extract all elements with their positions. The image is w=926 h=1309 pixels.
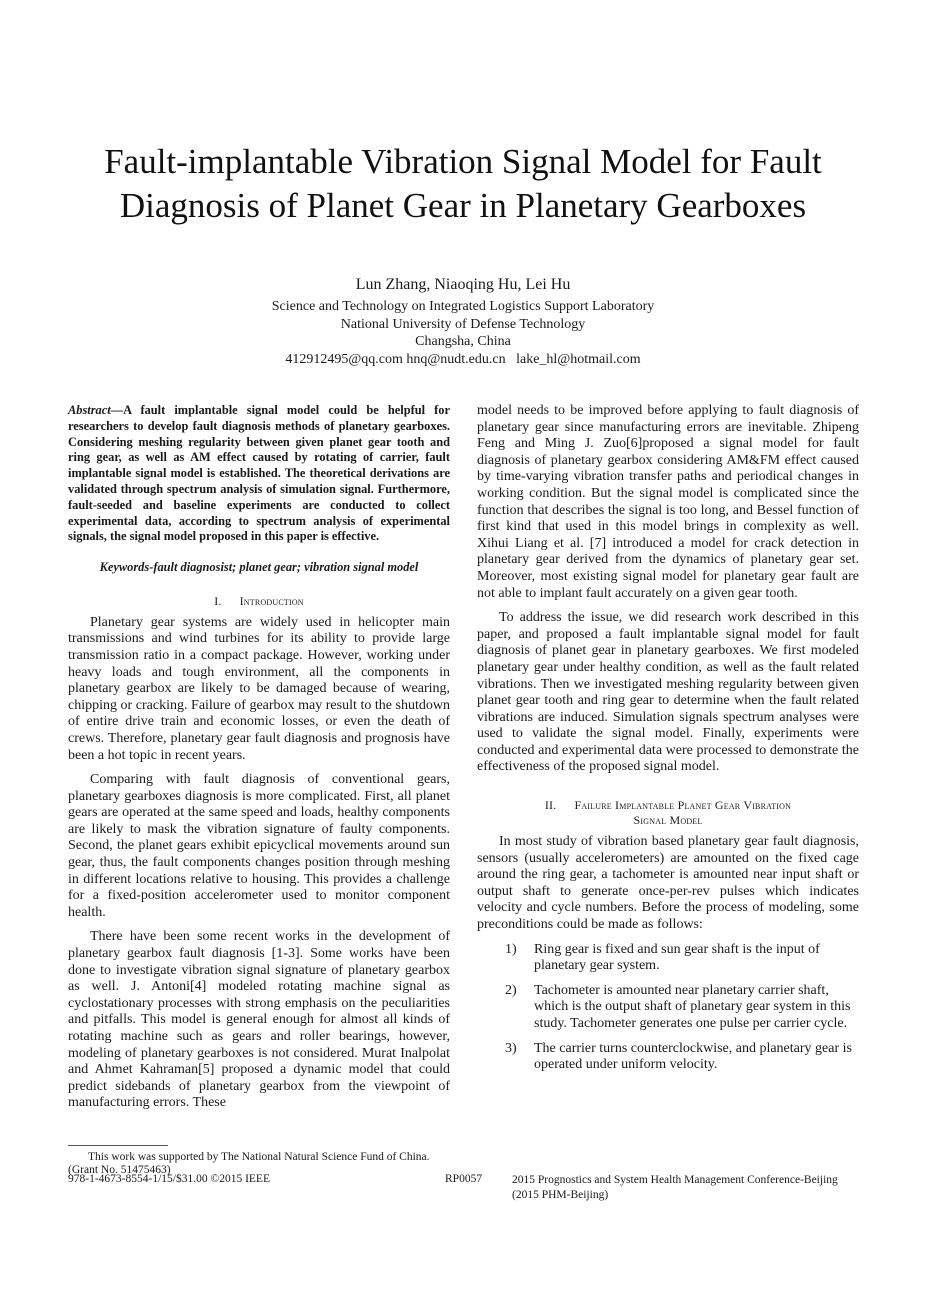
list-item — [477, 983, 859, 1033]
affiliation-block — [0, 298, 926, 368]
paper-title: Fault-implantable Vibration Signal Model for Fault Diagnosis of Planet Gear in Planetary Gearboxes — [104, 142, 822, 225]
model-paragraph: In most study of vibration based planetary gear fault diagnosis, sensors (usually accelerometers) are amounted on the fixed cage around the ring gear, a tachometer is amounted near input shaft or output shaft to generate once-per-rev pulses which indicates velocity and cycle numbers. Before the process of modeling, some preconditions could be made as follows: — [477, 834, 859, 933]
author-emails: 412912495@qq.com hnq@nudt.edu.cn lake_hl@hotmail.com — [285, 351, 641, 367]
abstract-label: Abstract — [68, 403, 111, 417]
list-item-text: Tachometer is amounted near planetary carrier shaft, which is the output shaft of planetary gear system in this study. Tachometer generates one pulse per carrier cycle. — [534, 982, 851, 1031]
list-marker: 3) — [505, 1040, 517, 1056]
footnote-divider — [68, 1145, 168, 1146]
author-list: Lun Zhang, Niaoqing Hu, Lei Hu — [355, 276, 571, 293]
list-item — [477, 1041, 859, 1074]
section-number: II. — [544, 798, 557, 813]
left-column — [68, 403, 450, 1112]
abstract — [68, 403, 450, 545]
section-heading-model — [477, 798, 859, 828]
list-marker: 1) — [505, 941, 517, 957]
list-item-text: Ring gear is fixed and sun gear shaft is the input of planetary gear system. — [534, 941, 820, 974]
intro-paragraph: Planetary gear systems are widely used in helicopter main transmissions and wind turbines for its ability to provide large transmission ratio in a compact package. However, working under heavy loads and tough environment, all the components in planetary gearbox are likely to be damaged because of wearing, chipping or cracking. Failure of gearbox may result to the shutdown of entire drive train and economic losses, or even the death of crews. Therefore, planetary gear fault diagnosis and prognosis have been a hot topic in recent years. — [68, 614, 450, 763]
affiliation-location: Changsha, China — [415, 334, 511, 349]
intro-continuation: model needs to be improved before applying to fault diagnosis of planetary gear since manufacturing errors are inevitable. Zhipeng Feng and Ming J. Zuo[6]proposed a signal model for fault diagnosis of planetary gearbox considering AM&FM effect caused by time-varying vibration transfer paths and periodical changes in working condition. But the signal model is complicated since the function that describes the signal is too long, and Bessel function of first kind that used in this model brings in complexity as well. Xihui Liang et al. [7] introduced a model for crack detection in planetary gear derived from the dynamics of planetary gear set. Moreover, most existing signal model for planetary gear fault are not able to implant fault accurately on a given gear tooth. — [477, 403, 859, 601]
intro-paragraph: To address the issue, we did research work described in this paper, and proposed a fault implantable signal model for fault diagnosis of planet gear in planetary gearboxes. We first modeled planetary gear under healthy condition, as well as the fault related vibrations. Then we investigated meshing regularity between given planet gear tooth and ring gear to determine when the fault related vibrations are induced. Simulation signals spectrum analyses were used to validate the signal model. Finally, experiments were conducted and experimental data were processed to demonstrate the effectiveness of the proposed signal model. — [477, 610, 859, 775]
precondition-list — [477, 942, 859, 1074]
funding-footnote: This work was supported by The National Natural Science Fund of China. — [88, 1151, 430, 1163]
section-title-line2: Signal Model — [633, 813, 703, 828]
section-number: I. — [214, 593, 222, 608]
intro-paragraph: There have been some recent works in the development of planetary gearbox fault diagnosis [1-3]. Some works have been done to investigate vibration signal signature of planetary gearbox as well. J. Antoni[4] modeled rotating machine signal as cyclostationary processes with strong emphasis on the peculiarities and pitfalls. This model is general enough for almost all kinds of rotating machine such as gears and roller bearings, however, modeling of planetary gearboxes is not considered. Murat Inalpolat and Ahmet Kahraman[5] proposed a dynamic model that could predict sidebands of planetary gearbox from the viewpoint of manufacturing errors. These — [68, 929, 450, 1111]
section-title: Introduction — [239, 593, 304, 608]
list-item — [477, 942, 859, 975]
abstract-text: —A fault implantable signal model could be helpful for researchers to develop fault diagnosis methods of planetary gearboxes. Considering meshing regularity between given planet gear tooth and ring gear, as well as AM effect caused by rotating of carrier, fault implantable signal model is established. The theoretical derivations are validated through spectrum analysis of simulation signal. Furthermore, fault-seeded and baseline experiments are conducted to collect experimental data, according to spectrum analysis of experimental signals, the signal model proposed in this paper is effective. — [68, 403, 450, 544]
section-title-line1: Failure Implantable Planet Gear Vibration — [574, 798, 792, 813]
right-column — [477, 403, 859, 1082]
affiliation-university: National University of Defense Technology — [340, 316, 586, 332]
paper-code: RP0057 — [445, 1173, 483, 1185]
affiliation-lab: Science and Technology on Integrated Logistics Support Laboratory — [271, 299, 655, 314]
list-item-text: The carrier turns counterclockwise, and planetary gear is operated under uniform velocity. — [534, 1040, 852, 1073]
conference-line: 2015 Prognostics and System Health Management Conference-Beijing — [512, 1174, 838, 1186]
section-heading-introduction — [68, 594, 450, 609]
conference-name — [512, 1173, 872, 1202]
grant-number: (Grant No. 51475463) — [68, 1164, 171, 1176]
isbn-copyright: 978-1-4673-8554-1/15/$31.00 ©2015 IEEE — [68, 1173, 270, 1185]
intro-paragraph: Comparing with fault diagnosis of conventional gears, planetary gearboxes diagnosis is more complicated. First, all planet gears are operated at the same speed and loads, healthy components are likely to mask the vibration signature of faulty components. Second, the planet gears exhibit epicyclical movements around sun gear, thus, the fault components changes position through meshing in different locations relative to housing. This provides a challenge for a fixed-position accelerometer used to monitor component health. — [68, 772, 450, 920]
list-marker: 2) — [505, 982, 517, 998]
conference-line: (2015 PHM-Beijing) — [512, 1188, 609, 1201]
keywords: Keywords-fault diagnosist; planet gear; vibration signal model — [99, 560, 419, 575]
